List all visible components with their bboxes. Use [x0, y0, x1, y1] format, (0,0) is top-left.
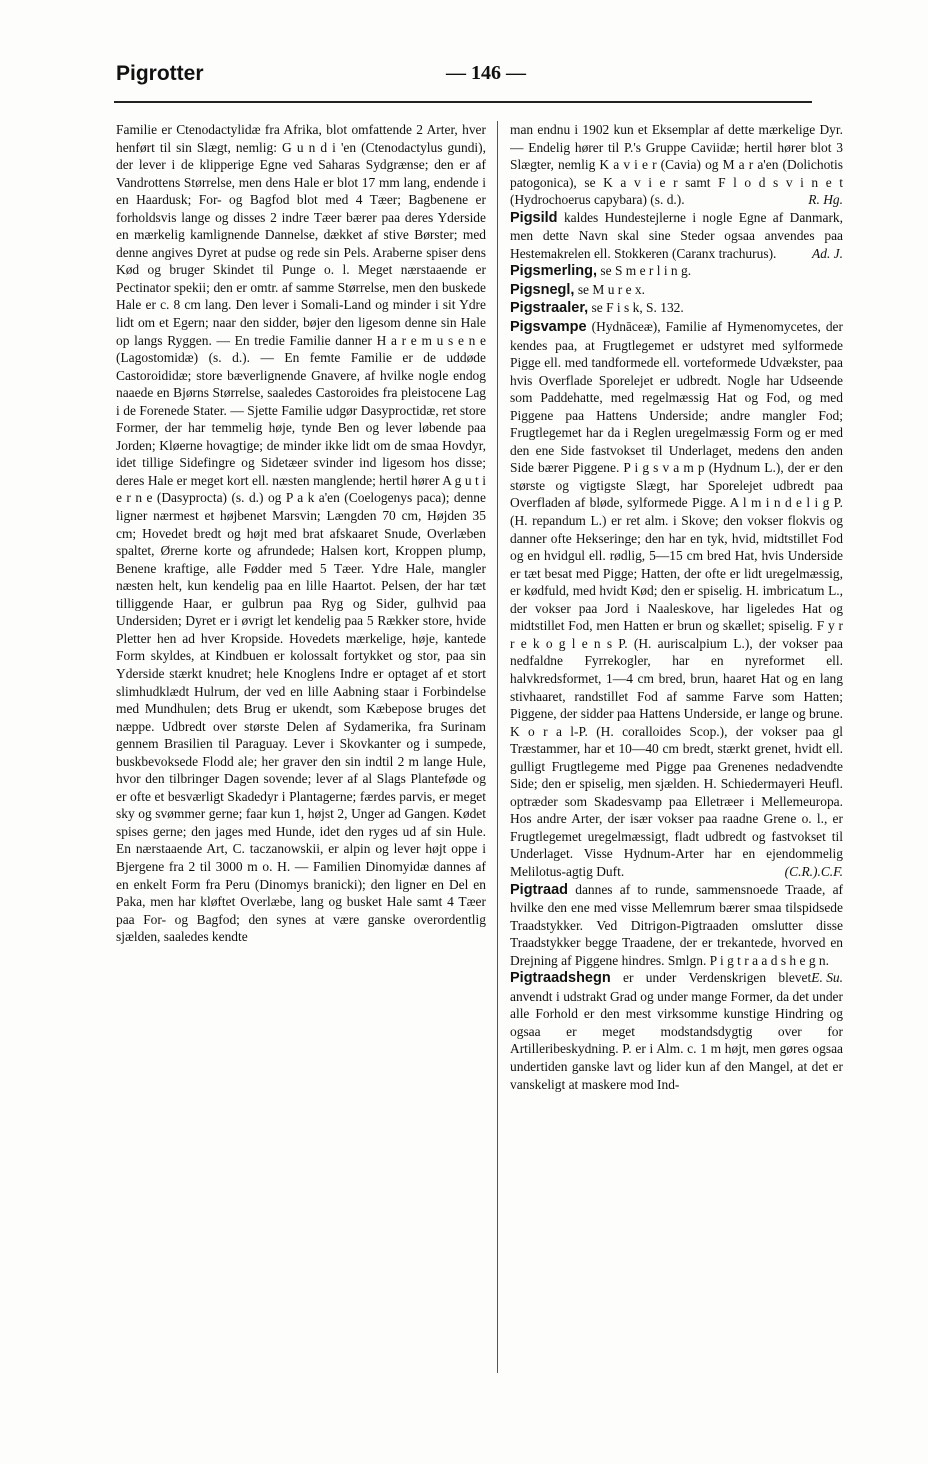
continuation-text [510, 121, 843, 209]
entry-text: se F i s k, S. 132. [591, 300, 684, 316]
page-number: — 146 — [446, 62, 526, 84]
entry-pigsvampe [510, 318, 843, 881]
entry-lemma: Pigtraad [510, 881, 569, 898]
header-rule [114, 101, 812, 103]
entry-lemma: Pigsvampe [510, 319, 587, 336]
entry-signature: E. Su. [811, 970, 843, 986]
entry-signature: (C.R.).C.F. [784, 863, 843, 879]
entry-pigstraaler [510, 299, 843, 318]
entry-pigtraadshegn [510, 969, 843, 1093]
left-column-text: Familie er Ctenodactylidæ fra Afrika, blot omfattende 2 Arter, hver henført til sin Slægt, nemlig: G u n d i 'en (Ctenodactylus gundi), der lever i de klipperige Egne ved Saharas Sydgrænse; den er af Vandrottens Størrelse, men dens Hale er blot 17 mm lang, endende i en Haardusk; For- og Bagfod blot med 4 Tæer; Bagbenene er forholdsvis lange og disses 2 indre Tæer bærer paa deres Yderside en mærkelig kamlignende Dannelse, dækket af stive Børster; med denne angives Dyret at pudse og rede sin Pels. Araberne spiser dens Kød og bruger Skindet til Punge o. l. Meget nærstaaende er Pectinator spekii; den er omtr. af samme Størrelse, men den buskede Hale er c. 8 cm lang. Den lever i Somali-Land og minder i sit Ydre lidt om et Egern; naar den sidder, bøjer den ligesom denne sin Hale op langs Ryggen. — En tredie Familie danner H a r e m u s e n e (Lagostomidæ) (s. d.). — En femte Familie er de uddøde Castoroididæ; store bæverlignende Gnavere, af hvilke nogle endog naaede en Bjørns Størrelse, saaledes Castoroides fra pleistocene Lag i de Forenede Stater. — Sjette Familie udgør Dasyproctidæ, ret store Former, der har temmelig høje, tynde Ben og lever løbende paa Jorden; Kløerne hovagtige; de minder ikke lidt om de smaa Hovdyr, idet tillige Sidefingre og Sidetæer svinder ind ligesom hos disse; deres Hale er meget kort ell. næsten manglende; hertil hører A g u t i e r n e (Dasyprocta) (s. d.) og P a k a'en (Coelogenys paca); denne ligner nærmest et højbenet Marsvin; Længden 70 cm, Højden 35 cm; Hovedet bredt og højt med brat afskaaret Snude, Overlæben spaltet, Ørerne korte og afrundede; Halsen kort, Kroppen plump, Benene kraftige, alle Fødder med 5 Tæer. Ydre Hale, mangler næsten helt, kun kendelig paa en lille Haartot. Pelsen, der har tæt tilliggende Haar, er gulbrun paa Ryg og Sider, gulhvid paa Undersiden; Dyret er i øvrigt let kendelig paa 5 Rækker store, hvide Pletter hen ad hver Kropside. Hovedets mærkelige, høje, kantede Form skyldes, at Kindbuen er kolossalt fortykket og stor, paa sin Yderside stærkt knudret; hele Knoglens Indre er optaget af et stort slimhudklædt Hulrum, der ved en lille Aabning staar i Forbindelse med Mundhulen; dets Brug er ukendt, som Kæbepose bruges det næppe. Udbredt over største Delen af Sydamerika, fra Surinam gennem Brasilien til Paraguay. Lever i Skovkanter og i sumpede, buskbevoksede Flodd ale; her graver den sin indtil 2 m lange Hule, hvor den tilbringer Dagen sovende; lever af al Slags Planteføde og er ofte et besværligt Skadedyr i Plantagerne; færdes parvis, er meget sky og svømmer gerne; faar kun 1, højst 2, Unger ad Gangen. Kødet spises gerne; den jages med Hunde, idet den ryges ud af sin Hule. En nærstaaende Art, C. taczanowskii, er alpin og lever højt oppe i Bjergene fra 2 til 3000 m o. H. — Familien Dinomyidæ dannes af en enkelt Form fra Peru (Dinomys branicki); den ligner en Del en Paka, men har kløftet Overlæbe, lang og busket Hale samt 4 Tæer paa For- og Bagfod; den synes at være ganske overordentlig sjælden, saaledes kendte [116, 122, 486, 945]
entry-lemma: Pigsild [510, 209, 558, 226]
entry-pigsmerling [510, 262, 843, 281]
entry-text: kaldes Hundestejlerne i nogle Egne af Danmark, men dette Navn skal sine Steder ogsaa anvendes paa Hestemakrelen ell. Stokkeren (Caranx trachurus). [510, 209, 843, 261]
entry-pigsild [510, 209, 843, 263]
continuation-signature: R. Hg. [808, 192, 843, 208]
entry-text: se S m e r l i n g. [600, 263, 692, 279]
column-divider [497, 121, 498, 1373]
entry-signature: Ad. J. [812, 245, 843, 261]
entry-lemma: Pigsnegl, [510, 281, 575, 298]
page-header [116, 62, 816, 94]
entry-lemma: Pigsmerling, [510, 263, 598, 280]
entry-lemma: Pigtraadshegn [510, 970, 611, 987]
entry-text: (Hydnāceæ), Familie af Hymenomycetes, der kendes paa, at Frugtlegemet er udstyret med sylformede Pigge ell. med tandformede ell. vorteformede Udvækster, paa hvis Overflade Sporelejet er udbredt. Nogle har Udseende som Paddehatte, med regelmæssig Hat og Fod, og med Piggene paa Hattens Underside; andre mangler Fod; Frugtlegemet har da i Reglen uregelmæssig Form og er med den ene Side fastvokset til Underlaget, medens den anden Side bærer Piggene. P i g s v a m p (Hydnum L.), der er den største og vigtigste Slægt, har Sporelejet udbredt paa Overfladen af bløde, sylformede Pigge. A l m i n d e l i g P. (H. repandum L.) er ret alm. i Skove; den vokser flokvis og danner ofte Hekseringe; den har en tyk, hvid, midtstillet Fod og en hvidgul ell. rødlig, 5—15 cm bred Hat, hvis Underside er tæt besat med Pigge; Hatten, der ofte er lidt uregelmæssig, er kødfuld, med hvidt Kød; den er spiselig. H. imbricatum L., der vokser paa Jord i Naaleskove, har ligeledes Hat og midtstillet Fod, men Hatten er brun og skællet; spiselig. F y r r e k o g l e n s P. (H. auriscalpium L.), der vokser paa nedfaldne Fyrrekogler, har en nyreformet ell. halvkredsformet, 1—4 cm bred, brun, haaret Hat og en lang stivhaaret, randstillet Fod af samme Farve som Hatten; Piggene, der sidder paa Hattens Underside, er lange og brune. K o r a l-P. (H. coralloides Scop.), der vokser paa gl Træstammer, har et 10—40 cm bredt, stærkt grenet, hvidt ell. gulligt Frugtlegeme med Pigge paa Grenenes nedadvendte Side; den er spiselig, men sjælden. H. Schiedermayeri Heufl. optræder som Skadesvamp paa Elletræer i Mellemeuropa. Hos andre Arter, der især vokser paa raadne Grene o. l., er Frugtlegemet uregelmæssigt, fladt udbredt og fastvokset til Underlaget. Visse Hydnum-Arter har en ejendommelig Melilotus-agtig Duft. [510, 319, 843, 879]
left-column [116, 121, 486, 1381]
entry-text: se M u r e x. [577, 281, 646, 297]
running-head: Pigrotter [116, 62, 204, 85]
right-column [510, 121, 843, 1381]
entry-text: er under Verdenskrigen blevet anvendt i udstrakt Grad og under mange Former, da det under alle Forhold er den mest virksomme kunstige Hindring og ogsaa er meget modstandsdygtig over for Artilleribeskydning. P. er i Alm. c. 1 m højt, men gøres ogsaa undertiden ganske lavt og lider kun af den Mangel, at det er vanskeligt at maskere mod Ind- [510, 970, 843, 1092]
entry-text: dannes af to runde, sammensnoede Traade, af hvilke den ene med visse Mellemrum bærer smaa tilspidsede Traadstykker. Ved Ditrigon-Pigtraaden omslutter disse Traadstykker begge Traadene, der er trekantede, hvorved en Drejning af Piggene hindres. Smlgn. P i g t r a a d s h e g n. [510, 881, 843, 968]
entry-pigtraad [510, 881, 843, 986]
entry-lemma: Pigstraaler, [510, 300, 589, 317]
continuation-body: man endnu i 1902 kun et Eksemplar af dette mærkelige Dyr. — Endelig hører til P.'s Gruppe Caviidæ; hertil hører blot 3 Slægter, nemlig K a v i e r (Cavia) og M a r a'en (Dolichotis patogonica), se K a v i e r samt F l o d s v i n e t (Hydrochoerus capybara) (s. d.). [510, 122, 843, 208]
entry-pigsnegl [510, 281, 843, 300]
